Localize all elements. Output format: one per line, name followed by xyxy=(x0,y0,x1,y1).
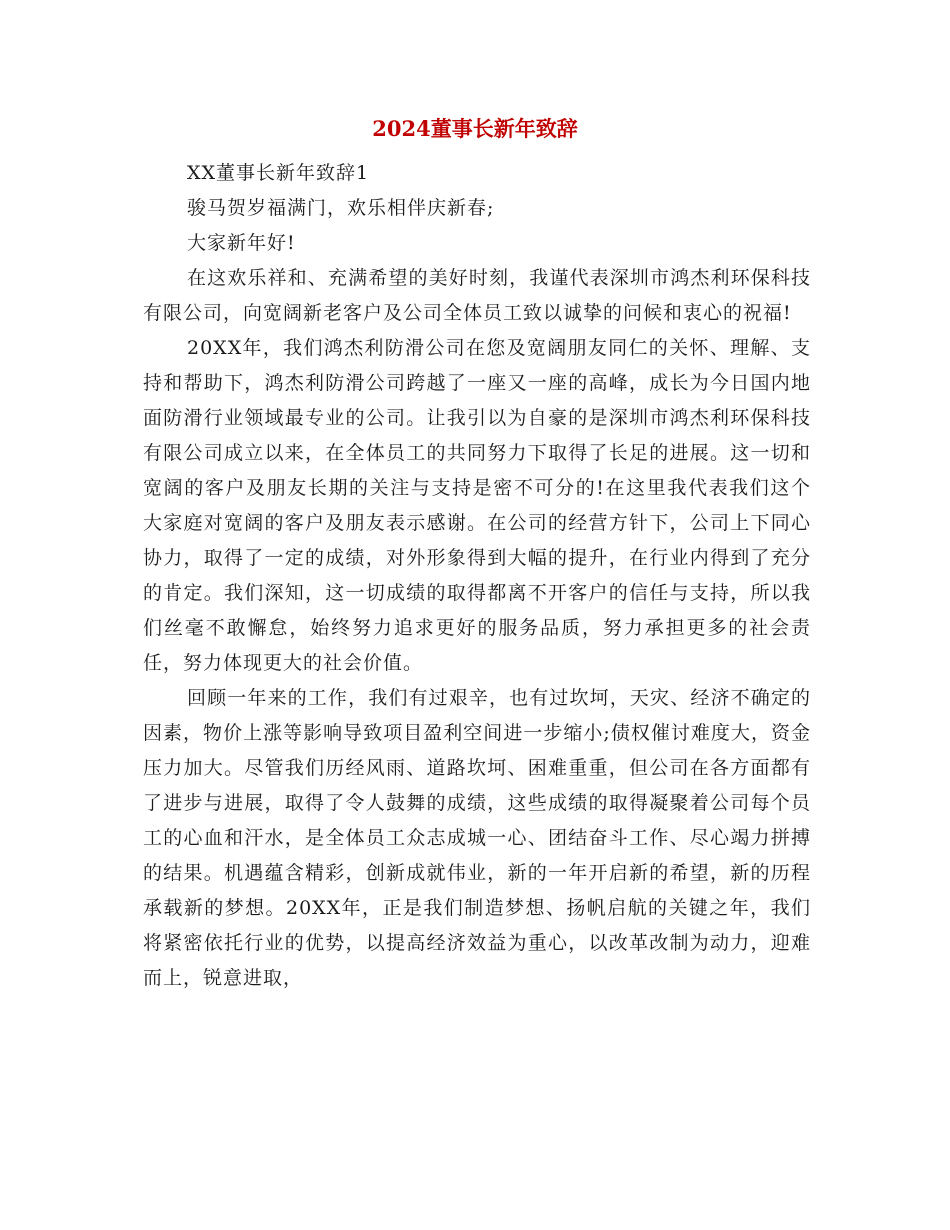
paragraph-greeting-couplet: 骏马贺岁福满门，欢乐相伴庆新春; xyxy=(187,197,495,219)
paragraph-intro: 在这欢乐祥和、充满希望的美好时刻，我谨代表深圳市鸿杰利环保科技有限公司，向宽阔新老客户及公司全体员工致以诚挚的问候和衷心的祝福! xyxy=(143,267,811,324)
paragraph-review: 回顾一年来的工作，我们有过艰辛，也有过坎坷，天灾、经济不确定的因素，物价上涨等影响导致项目盈利空间进一步缩小;债权催讨难度大，资金压力加大。尽管我们历经风雨、道路坎坷、困难重重，但公司在各方面都有了进步与进展，取得了令人鼓舞的成绩，这些成绩的取得凝聚着公司每个员工的心血和汗水，是全体员工众志成城一心、团结奋斗工作、尽心竭力拼搏的结果。机遇蕴含精彩，创新成就伟业，新的一年开启新的希望，新的历程承载新的梦想。20XX年，正是我们制造梦想、扬帆启航的关键之年，我们将紧密依托行业的优势，以提高经济效益为重心，以改革改制为动力，迎难而上，锐意进取， xyxy=(143,687,811,989)
document-title: 2024董事长新年致辞 xyxy=(372,116,578,141)
paragraph-heading: XX董事长新年致辞1 xyxy=(187,162,370,184)
document-body xyxy=(143,156,811,996)
paragraph-greeting: 大家新年好! xyxy=(187,232,296,254)
paragraph-achievements: 20XX年，我们鸿杰利防滑公司在您及宽阔朋友同仁的关怀、理解、支持和帮助下，鸿杰利防滑公司跨越了一座又一座的高峰，成长为今日国内地面防滑行业领域最专业的公司。让我引以为自豪的是深圳市鸿杰利环保科技有限公司成立以来，在全体员工的共同努力下取得了长足的进展。这一切和宽阔的客户及朋友长期的关注与支持是密不可分的!在这里我代表我们这个大家庭对宽阔的客户及朋友表示感谢。在公司的经营方针下，公司上下同心协力，取得了一定的成绩，对外形象得到大幅的提升，在行业内得到了充分的肯定。我们深知，这一切成绩的取得都离不开客户的信任与支持，所以我们丝毫不敢懈怠，始终努力追求更好的服务品质，努力承担更多的社会责任，努力体现更大的社会价值。 xyxy=(143,337,811,674)
